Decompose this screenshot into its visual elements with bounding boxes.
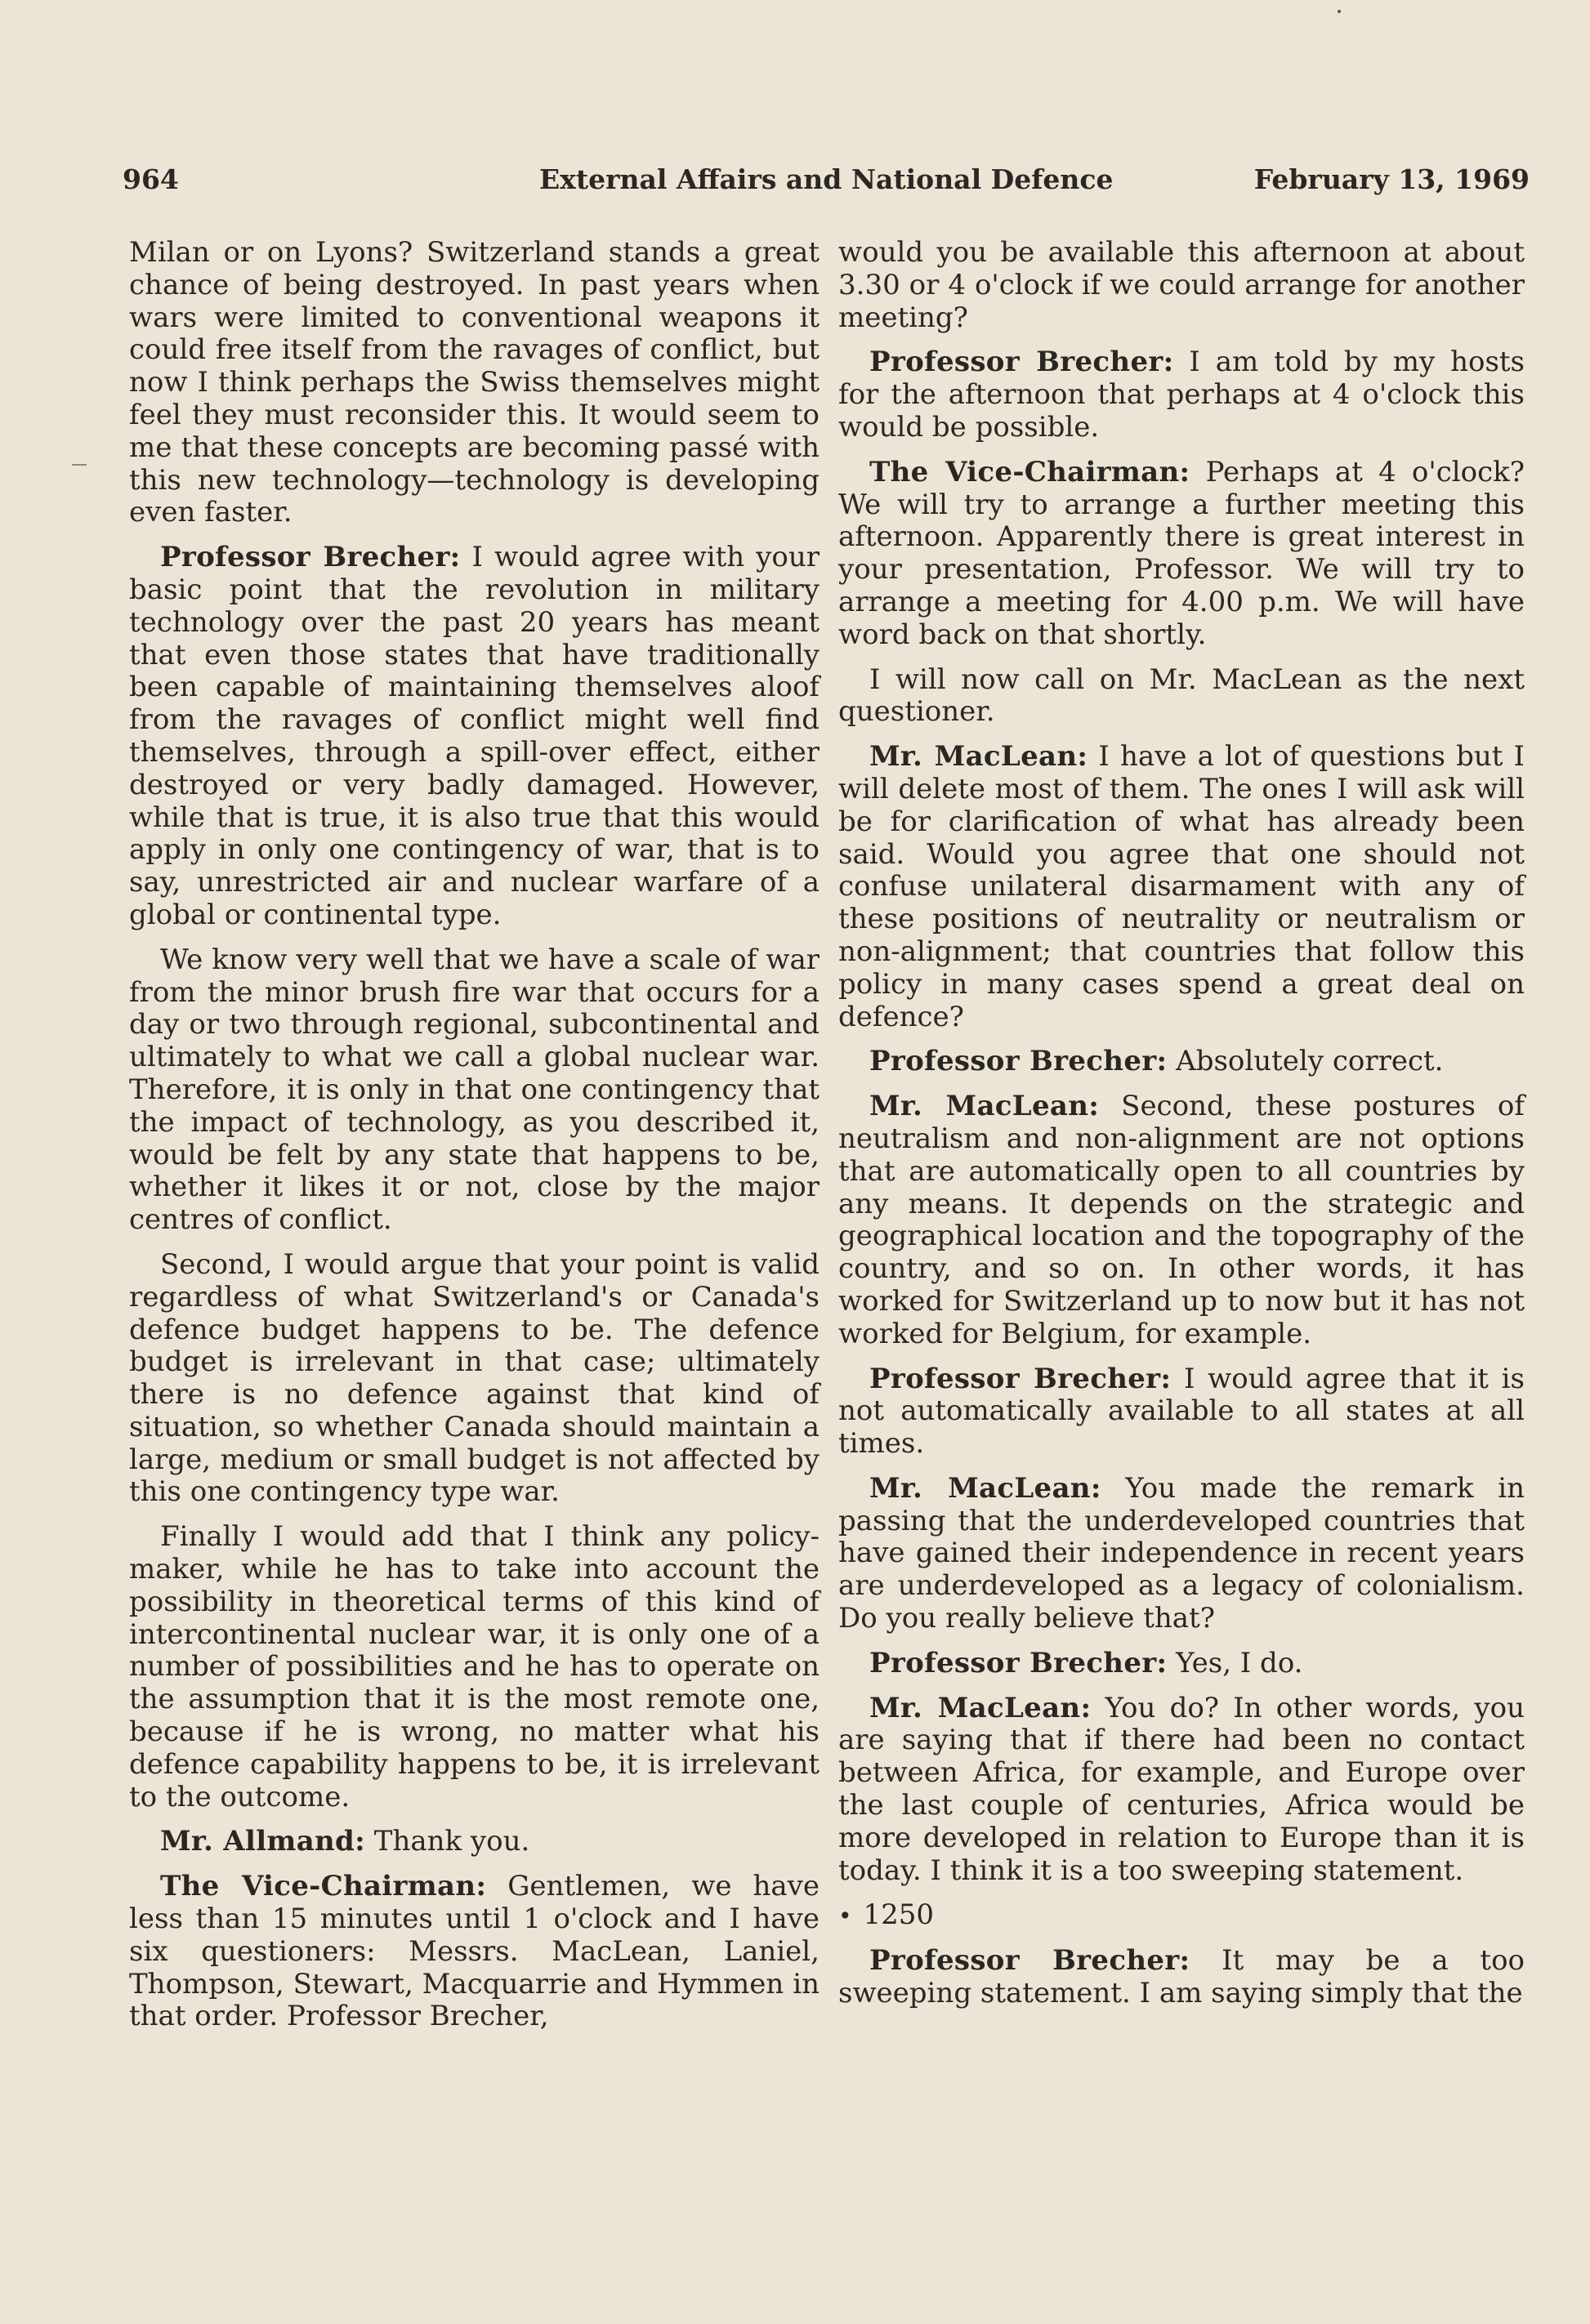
paragraph-text: I will now call on Mr. MacLean as the next questioner.: [838, 662, 1525, 729]
speaker-name: Professor Brecher:: [869, 1362, 1172, 1395]
paragraph-text: I would agree with your basic point that the revolution in military technology over the past 20 years has meant that even those states that have traditionally been capable of maintaining themselves aloof from the ravages of conflict might well find themselves, through a spill-over effect, either destroyed or very badly damaged. However, while that is true, it is also true that this would apply in only one contingency of war, that is to say, unrestricted air and nuclear warfare of a global or continental type.: [129, 541, 820, 931]
paragraph: [838, 1648, 1525, 1680]
left-column: [129, 237, 820, 2045]
speaker-name: Mr. MacLean:: [869, 1471, 1101, 1505]
paragraph-text: Absolutely correct.: [1167, 1045, 1444, 1078]
paragraph: [129, 1826, 820, 1858]
page-number: 964: [123, 163, 179, 195]
paragraph-text: Yes, I do.: [1167, 1646, 1303, 1679]
right-column: [838, 237, 1525, 2023]
speaker-name: Mr. MacLean:: [869, 1090, 1100, 1123]
paragraph-text: would you be available this afternoon at about 3.30 or 4 o'clock if we could arrange for another meeting?: [838, 236, 1525, 334]
speaker-name: Mr. MacLean:: [869, 740, 1088, 774]
paragraph-text: You do? In other words, you are saying that if there had been no contact between Africa, for example, and Europe over the last couple of centuries, Africa would be more developed in relation to Europe than it is today. I think it is a too sweeping statement.: [838, 1691, 1525, 1887]
speck-mark: [1338, 10, 1341, 13]
paragraph: [129, 237, 820, 529]
paragraph-text: I have a lot of questions but I will delete most of them. The ones I will ask will be for clarification of what has already been said. Would you agree that one should not confuse unilateral disarmament with any of these positions of neutrality or neutralism or non-alignment; that countries that follow this policy in many cases spend a great deal on defence?: [838, 740, 1525, 1033]
speaker-name: Professor Brecher:: [869, 1944, 1190, 1978]
page-header: [123, 163, 1530, 204]
paragraph: [129, 1871, 820, 2033]
margin-mark: [72, 464, 87, 466]
paragraph-text: I would agree that it is not automatically available to all states at all times.: [838, 1362, 1525, 1461]
speaker-name: Professor Brecher:: [869, 1045, 1168, 1078]
running-title: External Affairs and National Defence: [539, 163, 1114, 195]
paragraph-text: Second, these postures of neutralism and non-alignment are not options that are automatically open to all countries by any means. It depends on the strategic and geographical location and the topography of the country, and so on. In other words, it has worked for Switzerland up to now but it has not worked for Belgium, for example.: [838, 1090, 1525, 1350]
paragraph: [129, 1521, 820, 1813]
paragraph: [838, 237, 1525, 334]
time-marker: [838, 1899, 1525, 1933]
speaker-name: Professor Brecher:: [160, 541, 461, 574]
header-date: February 13, 1969: [1253, 163, 1530, 195]
paragraph-text: You made the remark in passing that the underdeveloped countries that have gained their independence in recent years are underdeveloped as a legacy of colonialism. Do you really believe that?: [838, 1471, 1525, 1635]
paragraph: [838, 741, 1525, 1033]
paragraph-text: Second, I would argue that your point is valid regardless of what Switzerland's or Canada's defence budget happens to be. The defence budget is irrelevant in that case; ultimately there is no defence against that kind of situation, so whether Canada should maintain a large, medium or small budget is not affected by this one contingency type war.: [129, 1247, 820, 1509]
paragraph: [838, 1693, 1525, 1888]
paragraph: [838, 457, 1525, 652]
speaker-name: The Vice-Chairman:: [160, 1870, 487, 1903]
speaker-name: Professor Brecher:: [869, 346, 1174, 379]
paragraph-text: Thank you.: [364, 1825, 530, 1858]
paragraph: [129, 944, 820, 1237]
paragraph-text: Milan or on Lyons? Switzerland stands a great chance of being destroyed. In past years when wars were limited to conventional weapons it could free itself from the ravages of conflict, but now I think perhaps the Swiss themselves might feel they must reconsider this. It would seem to me that these concepts are becoming passé with this new technology—technology is developing even faster.: [129, 236, 820, 529]
paragraph-text: It may be a too sweeping statement. I am saying simply that the: [838, 1944, 1525, 2010]
bullet-icon: •: [838, 1902, 852, 1930]
paragraph: [838, 1091, 1525, 1350]
paragraph: [838, 346, 1525, 444]
paragraph: [838, 1046, 1525, 1078]
paragraph: [838, 1945, 1525, 2010]
time-marker-text: 1250: [863, 1898, 935, 1932]
paragraph-text: Perhaps at 4 o'clock? We will try to arrange a further meeting this afternoon. Apparently there is great interest in your presentation, Professor. We will try to arrange a meeting for 4.00 p.m. We will have word back on that shortly.: [838, 455, 1525, 651]
speaker-name: Professor Brecher:: [869, 1646, 1168, 1679]
paragraph-text: I am told by my hosts for the afternoon that perhaps at 4 o'clock this would be possible.: [838, 346, 1525, 444]
speaker-name: Mr. MacLean:: [869, 1691, 1092, 1724]
paragraph-text: We know very well that we have a scale of war from the minor brush fire war that occurs for a day or two through regional, subcontinental and ultimately to what we call a global nuclear war. Therefore, it is only in that one contingency that the impact of technology, as you described it, would be felt by any state that happens to be, whether it likes it or not, close by the major centres of conflict.: [129, 943, 820, 1237]
paragraph: [838, 1473, 1525, 1635]
paragraph: [838, 664, 1525, 729]
speaker-name: Mr. Allmand:: [160, 1825, 365, 1858]
speaker-name: The Vice-Chairman:: [869, 455, 1190, 488]
paragraph: [129, 542, 820, 932]
paragraph: [838, 1363, 1525, 1461]
paragraph: [129, 1249, 820, 1509]
paragraph-text: Finally I would add that I think any policy-maker, while he has to take into account the possibility in theoretical terms of this kind of intercontinental nuclear war, it is only one of a number of possibilities and he has to operate on the assumption that it is the most remote one, because if he is wrong, no matter what his defence capability happens to be, it is irrelevant to the outcome.: [129, 1520, 820, 1813]
paragraph-text: Gentlemen, we have less than 15 minutes until 1 o'clock and I have six questioners: Messrs. MacLean, Laniel, Thompson, Stewart, Macquarrie and Hymmen in that order. Professor Brecher,: [129, 1870, 820, 2033]
